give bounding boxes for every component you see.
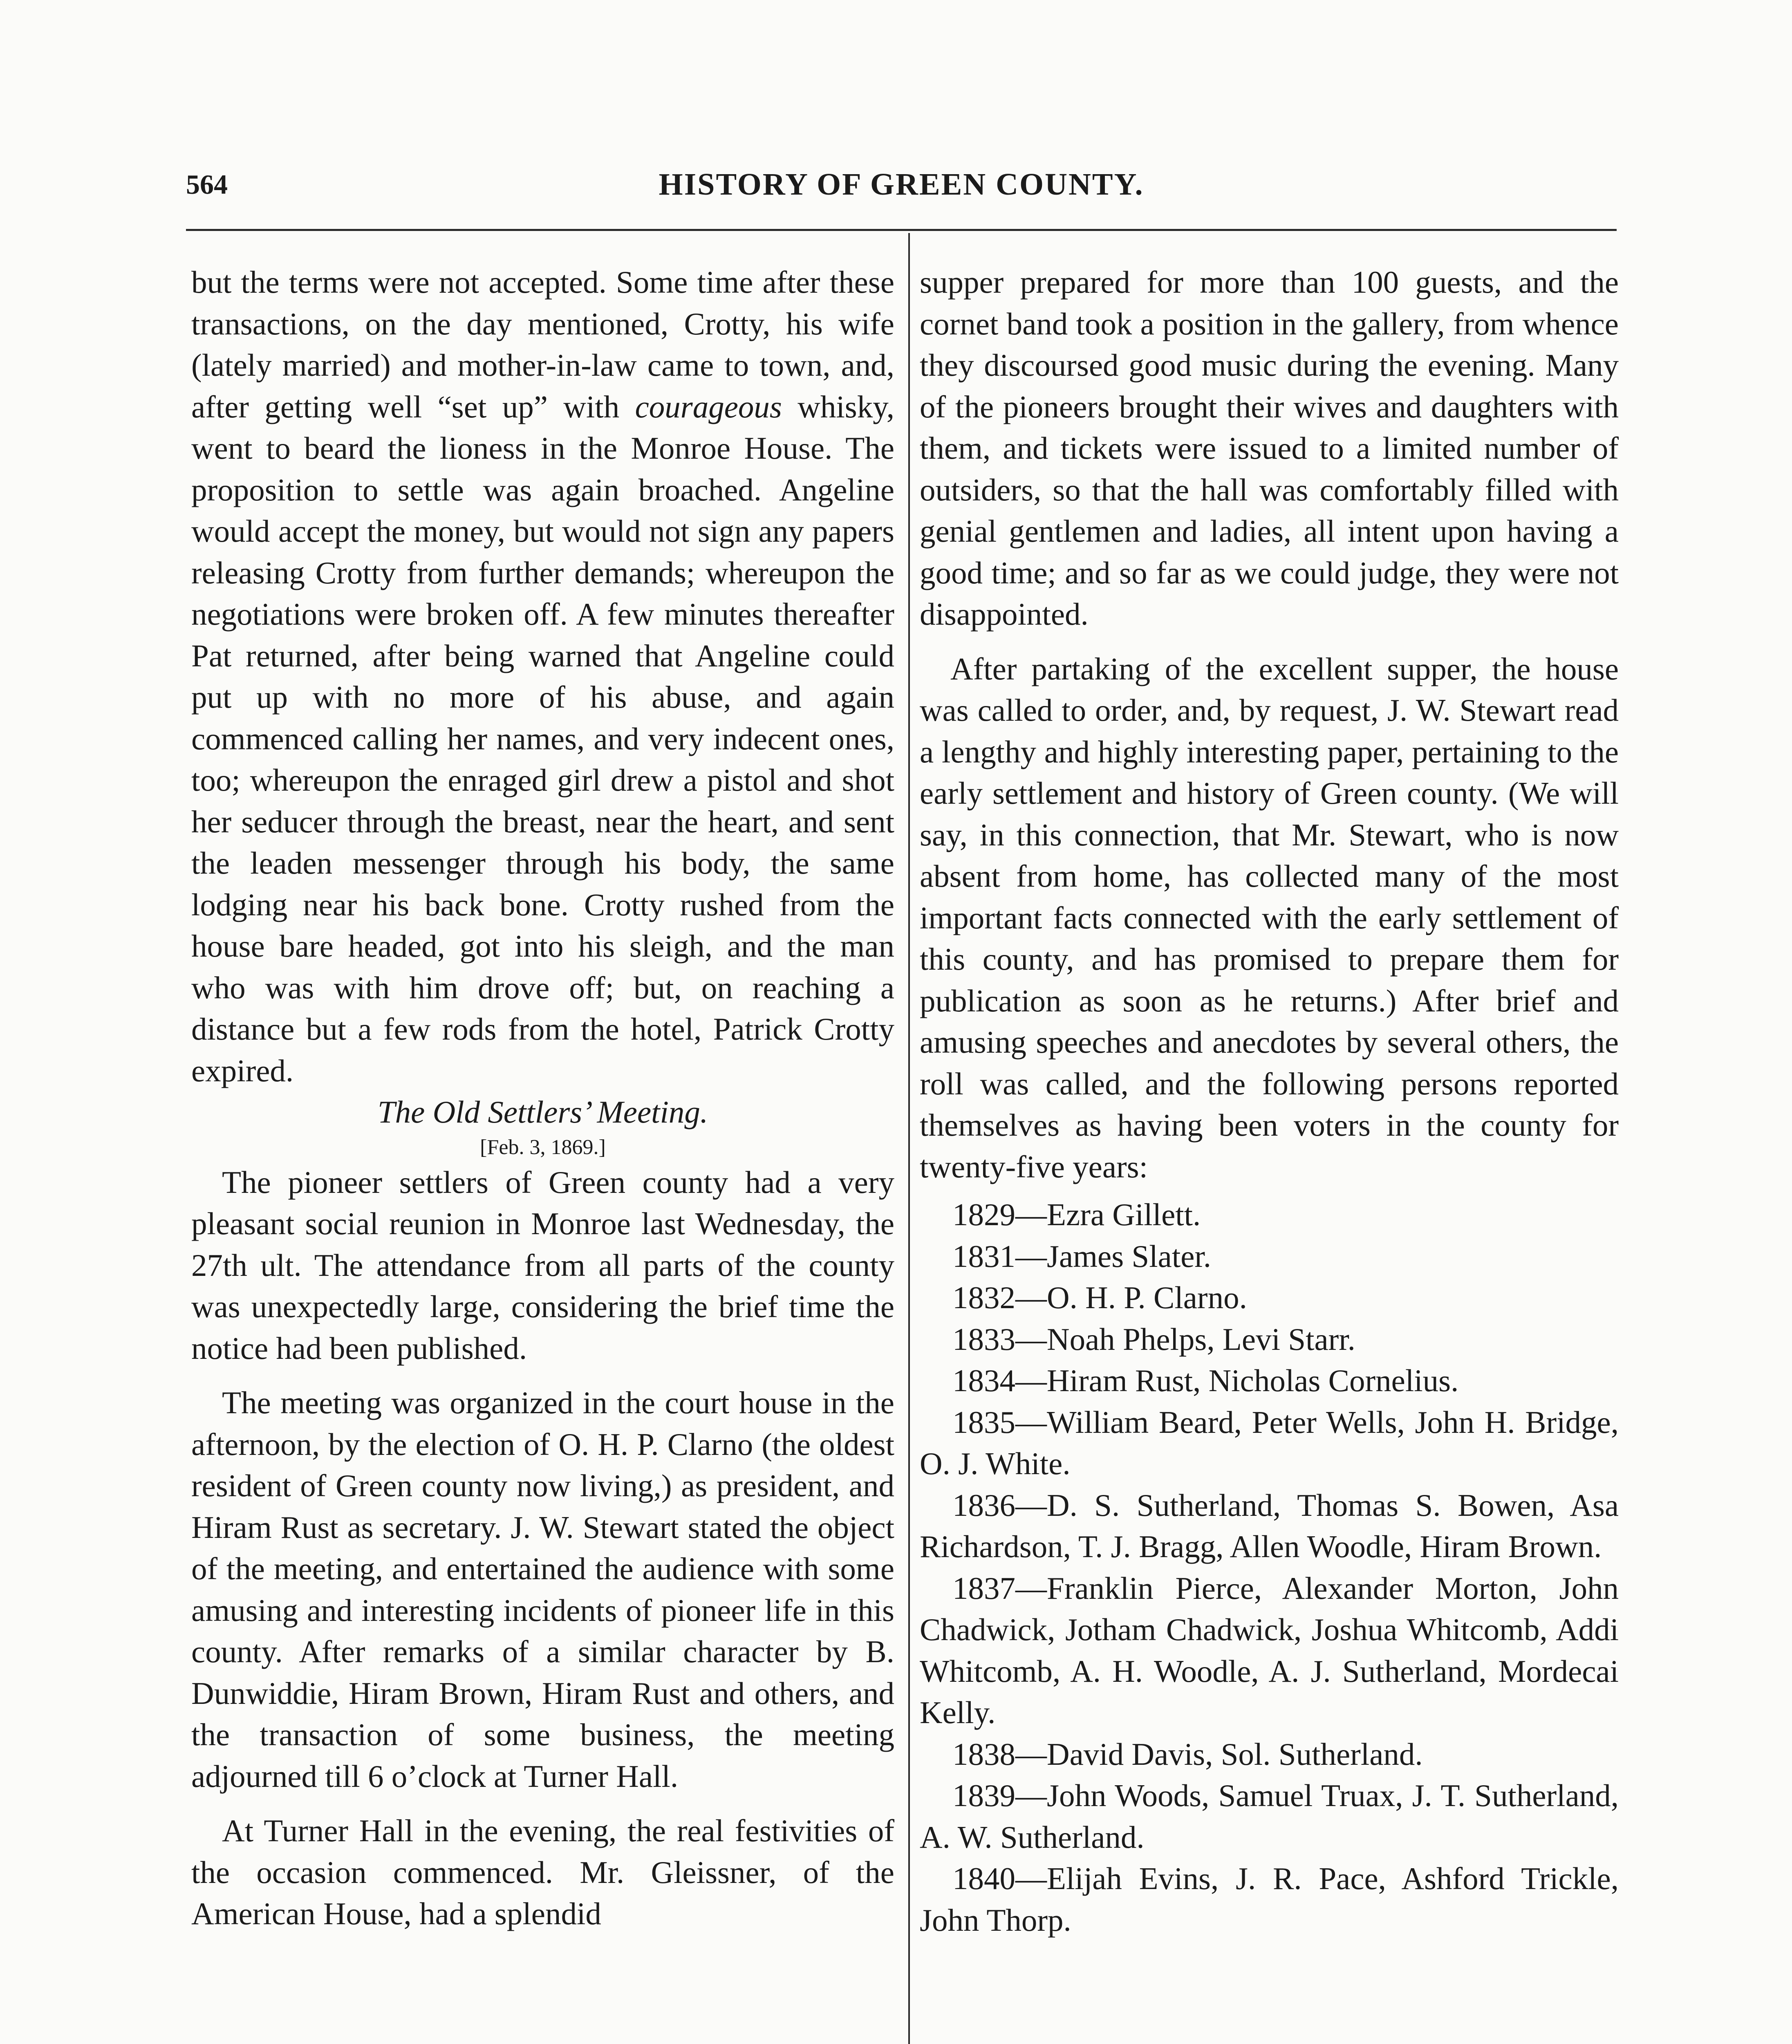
list-item: 1838—David Davis, Sol. Sutherland. bbox=[952, 1736, 1423, 1772]
running-title: HISTORY OF GREEN COUNTY. bbox=[659, 167, 1144, 202]
right-column bbox=[920, 262, 1619, 1941]
list-item: 1831—James Slater. bbox=[952, 1238, 1212, 1274]
column-divider bbox=[908, 233, 910, 2044]
list-item: 1840—Elijah Evins, J. R. Pace, Ashford Trickle, John Thorp. bbox=[920, 1861, 1619, 1938]
page-header bbox=[186, 168, 1617, 201]
paragraph-turner-hall: At Turner Hall in the evening, the real festivities of the occasion commenced. Mr. Gleissner, of the American House, had a splendid bbox=[191, 1813, 894, 1931]
list-item: 1837—Franklin Pierce, Alexander Morton, John Chadwick, Jotham Chadwick, Joshua Whitcomb, Addi Whitcomb, A. H. Woodle, A. J. Sutherland, Mordecai Kelly. bbox=[920, 1570, 1619, 1730]
page-number: 564 bbox=[186, 169, 228, 200]
emphasis-courageous: courageous bbox=[635, 389, 782, 424]
list-item: 1835—William Beard, Peter Wells, John H. Bridge, O. J. White. bbox=[920, 1404, 1619, 1481]
header-rule bbox=[186, 229, 1617, 231]
list-item: 1836—D. S. Sutherland, Thomas S. Bowen, Asa Richardson, T. J. Bragg, Allen Woodle, Hiram Brown. bbox=[920, 1487, 1619, 1564]
section-title: The Old Settlers’ Meeting. bbox=[377, 1094, 708, 1130]
voter-list bbox=[920, 1194, 1619, 1941]
list-item: 1839—John Woods, Samuel Truax, J. T. Sutherland, A. W. Sutherland. bbox=[920, 1778, 1619, 1855]
paragraph-supper: supper prepared for more than 100 guests, and the cornet band took a position in the gallery, from whence they discoursed good music during the evening. Many of the pioneers brought their wives and daughters with them, and tickets were issued to a limited number of outsiders, so that the hall was comfortably filled with genial gentlemen and ladies, all intent upon having a good time; and so far as we could judge, they were not disappointed. bbox=[920, 264, 1619, 632]
list-item: 1834—Hiram Rust, Nicholas Cornelius. bbox=[952, 1363, 1459, 1398]
section-date: [Feb. 3, 1869.] bbox=[480, 1135, 606, 1159]
list-item: 1833—Noah Phelps, Levi Starr. bbox=[952, 1321, 1355, 1357]
list-item: 1829—Ezra Gillett. bbox=[952, 1197, 1201, 1232]
list-item: 1832—O. H. P. Clarno. bbox=[952, 1280, 1247, 1315]
paragraph-reunion: The pioneer settlers of Green county had a very pleasant social reunion in Monroe last Wednesday, the 27th ult. The attendance from all parts of the county was unexpectedly large, considering the brief time the notice had been published. bbox=[191, 1164, 894, 1366]
left-column bbox=[191, 262, 894, 1935]
paragraph-meeting-organized: The meeting was organized in the court house in the afternoon, by the election of O. H. P. Clarno (the oldest resident of Green county now living,) as president, and Hiram Rust as secretary. J. W. Stewart stated the object of the meeting, and entertained the audience with some amusing and interesting incidents of pioneer life in this county. After remarks of a similar character by B. Dunwiddie, Hiram Brown, Hiram Rust and others, and the transaction of some business, the meeting adjourned till 6 o’clock at Turner Hall. bbox=[191, 1385, 894, 1794]
paragraph-crotty-shooting: but the terms were not accepted. Some time after these transactions, on the day mentioned, Crotty, his wife (lately married) and mother-in-law came to town, and, after getting well “set up” with courageous whisky, went to beard the lioness in the Monroe House. The proposition to settle was again broached. Angeline would accept the money, but would not sign any papers releasing Crotty from further demands; whereupon the negotiations were broken off. A few minutes thereafter Pat returned, after being warned that Angeline could put up with no more of his abuse, and again commenced calling her names, and very indecent ones, too; whereupon the enraged girl drew a pistol and shot her seducer through the breast, near the heart, and sent the leaden messenger through his body, the same lodging near his back bone. Crotty rushed from the house bare headed, got into his sleigh, and the man who was with him drove off; but, on reaching a distance but a few rods from the hotel, Patrick Crotty expired. bbox=[191, 264, 894, 1088]
paragraph-roll-call: After partaking of the excellent supper, the house was called to order, and, by request, J. W. Stewart read a lengthy and highly interesting paper, pertaining to the early settlement and history of Green county. (We will say, in this connection, that Mr. Stewart, who is now absent from home, has collected many of the most important facts connected with the early settlement of this county, and has promised to prepare them for publication as soon as he returns.) After brief and amusing speeches and anecdotes by several others, the roll was called, and the following persons reported themselves as having been voters in the county for twenty-five years: bbox=[920, 651, 1619, 1184]
